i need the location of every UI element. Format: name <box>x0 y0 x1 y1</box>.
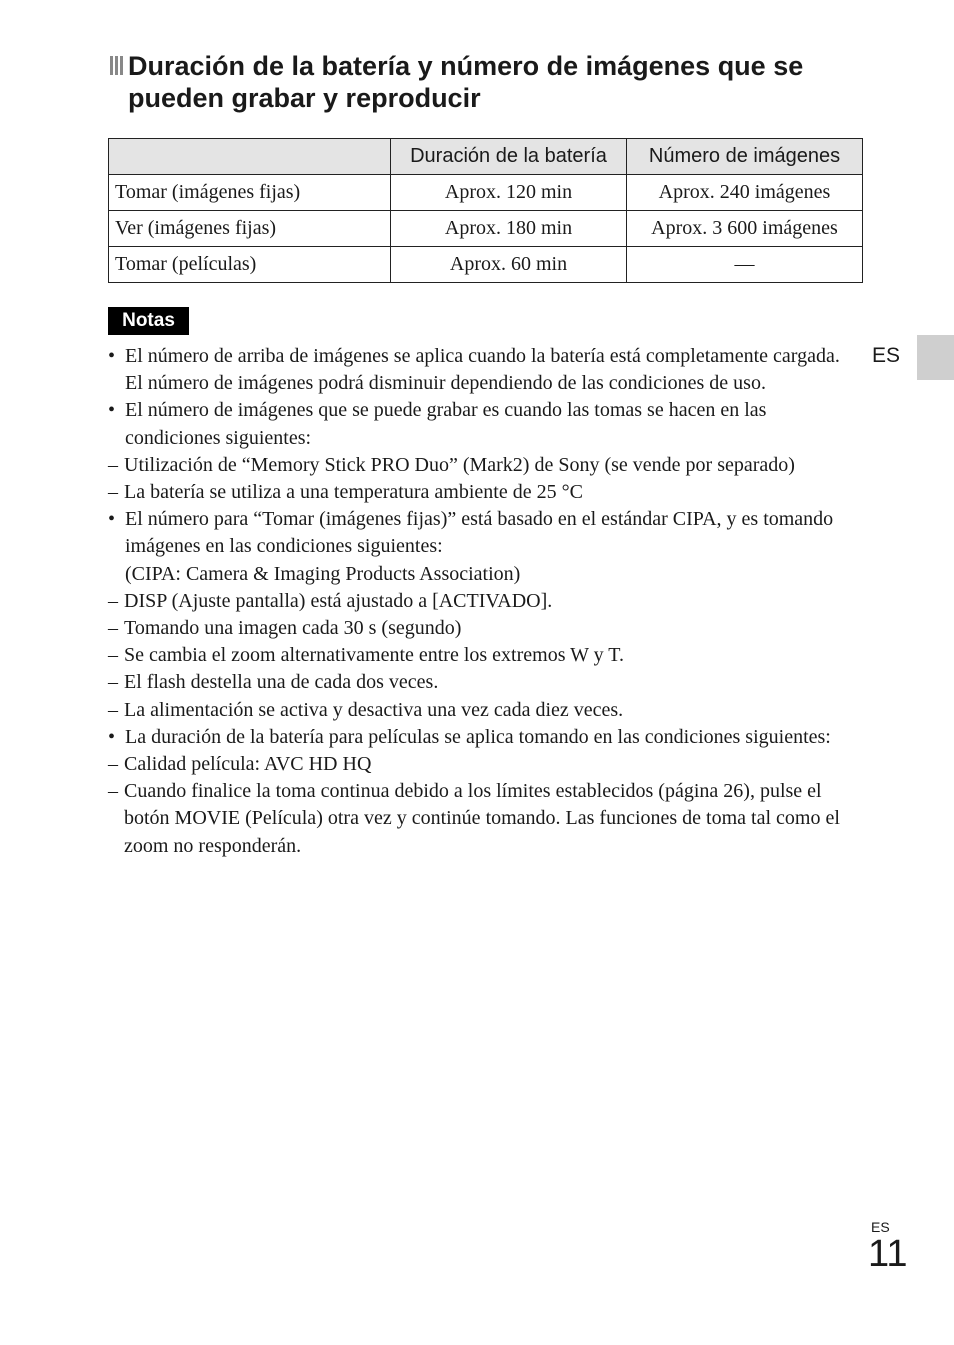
bullet-icon: • <box>108 508 116 531</box>
dash-icon: – <box>108 453 118 476</box>
sub-note-text: Cuando finalice la toma continua debido a los límites establecidos (página 26), pulse el botón MOVIE (Película) otra vez y continúe tomando. Las funciones de toma tal como el zoom no responderán. <box>124 780 840 857</box>
sub-note-text: Tomando una imagen cada 30 s (segundo) <box>124 617 462 640</box>
bullet-icon: • <box>108 345 116 367</box>
sub-note-item <box>108 778 860 860</box>
note-item <box>108 397 860 506</box>
note-text-cipa: (CIPA: Camera & Imaging Products Association) <box>125 562 521 585</box>
bullet-icon: • <box>108 725 116 748</box>
table-cell: Aprox. 240 imágenes <box>627 175 863 211</box>
table-cell: Aprox. 120 min <box>391 175 627 211</box>
dash-icon: – <box>108 589 118 612</box>
sub-note-item <box>108 642 860 669</box>
side-tab <box>917 335 954 380</box>
section-heading-text: Duración de la batería y número de imágenes que se pueden grabar y reproducir <box>128 51 804 113</box>
notes-badge: Notas <box>108 307 189 335</box>
sub-note-item <box>108 751 860 778</box>
sub-note-item <box>108 669 860 696</box>
dash-icon: – <box>108 671 118 694</box>
sub-note-item <box>108 697 860 724</box>
battery-table <box>108 138 863 283</box>
dash-icon: – <box>108 481 118 504</box>
note-item <box>108 724 860 860</box>
table-header-images: Número de imágenes <box>627 139 863 175</box>
sub-note-item <box>108 479 860 506</box>
sub-note-list <box>108 751 860 860</box>
sub-note-text: DISP (Ajuste pantalla) está ajustado a [ACTIVADO]. <box>124 589 553 612</box>
sub-note-text: Se cambia el zoom alternativamente entre los extremos W y T. <box>124 644 625 667</box>
table-row <box>109 175 863 211</box>
table-cell: Aprox. 60 min <box>391 247 627 283</box>
section-heading <box>108 50 888 114</box>
note-item <box>108 506 860 724</box>
table-header-row <box>109 139 863 175</box>
table-row <box>109 247 863 283</box>
heading-marker-icon <box>110 56 124 75</box>
dash-icon: – <box>108 617 118 640</box>
sub-note-item <box>108 615 860 642</box>
table-header-duration: Duración de la batería <box>391 139 627 175</box>
dash-icon: – <box>108 644 118 667</box>
note-text: La duración de la batería para películas se aplica tomando en las condiciones siguientes: <box>125 725 831 748</box>
sub-note-list <box>108 452 860 506</box>
dash-icon: – <box>108 753 118 776</box>
table-row <box>109 211 863 247</box>
table-header-empty <box>109 139 391 175</box>
page-number: 11 <box>868 1233 908 1275</box>
sub-note-text: Calidad película: AVC HD HQ <box>124 753 372 776</box>
sub-note-item <box>108 452 860 479</box>
note-text: El número de imágenes que se puede grabar es cuando las tomas se hacen en las condiciones siguientes: <box>125 399 767 449</box>
table-cell: Aprox. 3 600 imágenes <box>627 211 863 247</box>
note-text: El número para “Tomar (imágenes fijas)” está basado en el estándar CIPA, y es tomando imágenes en las condiciones siguientes: <box>125 508 834 558</box>
bullet-icon: • <box>108 399 116 422</box>
sub-note-text: La alimentación se activa y desactiva una vez cada diez veces. <box>124 698 624 721</box>
dash-icon: – <box>108 698 118 721</box>
sub-note-text: La batería se utiliza a una temperatura ambiente de 25 °C <box>124 481 583 504</box>
footer-language-label: ES <box>871 1219 890 1235</box>
table-cell: Tomar (imágenes fijas) <box>109 175 391 211</box>
table-cell: Ver (imágenes fijas) <box>109 211 391 247</box>
notes-list <box>108 343 860 860</box>
note-text: El número de arriba de imágenes se aplica cuando la batería está completamente cargada. El número de imágenes podrá disminuir dependiendo de las condiciones de uso. <box>125 345 840 395</box>
table-cell: Aprox. 180 min <box>391 211 627 247</box>
table-cell: Tomar (películas) <box>109 247 391 283</box>
sub-note-text: Utilización de “Memory Stick PRO Duo” (Mark2) de Sony (se vende por separado) <box>124 453 795 476</box>
side-language-label: ES <box>872 344 901 367</box>
dash-icon: – <box>108 780 118 803</box>
note-item <box>108 343 860 397</box>
table-cell: — <box>627 247 863 283</box>
sub-note-item <box>108 588 860 615</box>
sub-note-list <box>108 588 860 724</box>
sub-note-text: El flash destella una de cada dos veces. <box>124 671 439 694</box>
